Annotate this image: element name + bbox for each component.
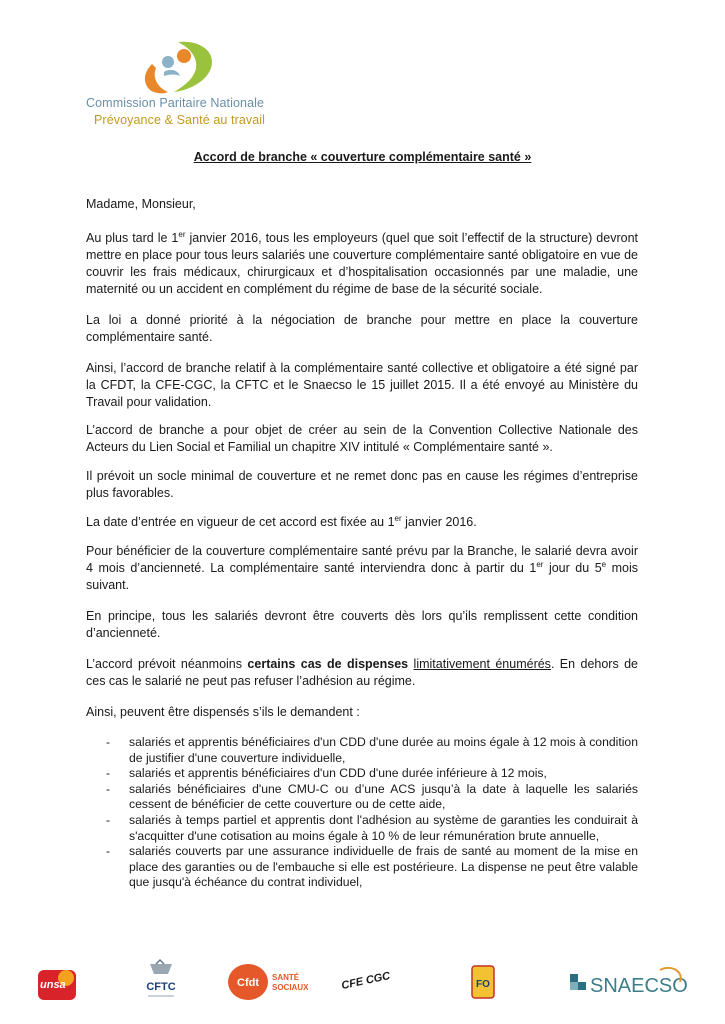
cfdt-logo-sub1: SANTÉ	[272, 973, 300, 982]
paragraph-7-text-a: Pour bénéficier de la couverture complémentaire santé prévu par la Branche, le salarié devra avoir 4 mois d’ancienneté. La complémentaire santé interviendra donc à partir du 1	[86, 544, 638, 575]
snaecso-logo	[568, 960, 692, 1004]
cpn-logo	[86, 38, 286, 133]
document-title: Accord de branche « couverture complémentaire santé »	[193, 150, 532, 164]
paragraph-6-sup: er	[394, 514, 402, 523]
paragraph-1-sup: er	[178, 230, 186, 239]
cftc-logo	[140, 960, 182, 1004]
paragraph-3: Ainsi, l’accord de branche relatif à la complémentaire santé collective et obligatoire a été signé par la CFDT, la CFE-CGC, la CFTC et le Snaecso le 15 juillet 2015. Il a été envoyé au Ministère du Travail pour validation.	[86, 361, 638, 409]
fo-logo	[468, 960, 498, 1004]
list-dash: -	[106, 844, 111, 859]
list-item-text: salariés bénéficiaires d'une CMU-C ou d’une ACS jusqu’à la date à laquelle les salariés cessent de bénéficier de cette couverture ou de cette aide,	[129, 781, 638, 812]
paragraph-2: La loi a donné priorité à la négociation de branche pour mettre en place la couverture complémentaire santé.	[86, 313, 638, 344]
paragraph-5: Il prévoit un socle minimal de couverture et ne remet donc pas en cause les régimes d’entreprise plus favorables.	[86, 469, 638, 500]
list-dash: -	[106, 781, 111, 796]
list-item	[86, 813, 638, 844]
paragraph-7	[86, 543, 638, 594]
paragraph-4: L’accord de branche a pour objet de créer au sein de la Convention Collective Nationale des Acteurs du Lien Social et Familial un chapitre XIV intitulé « Complémentaire santé ».	[86, 423, 638, 454]
paragraph-6-text-b: janvier 2016.	[401, 515, 477, 529]
document-body	[86, 196, 638, 891]
dispenses-list	[86, 735, 638, 891]
list-dash: -	[106, 735, 111, 749]
paragraph-7-sup-2: e	[601, 560, 607, 569]
footer-logos	[0, 960, 725, 1010]
paragraph-1	[86, 230, 638, 298]
list-item-text: salariés couverts par une assurance individuelle de frais de santé au moment de la mise en place des garanties ou de l'embauche si elle est postérieure. La dispense ne peut être valable que jusqu'à échéance du contrat individuel,	[129, 844, 638, 890]
list-item-text: salariés et apprentis bénéficiaires d'un CDD d'une durée au moins égale à 12 mois à condition de justifier d'une couverture individuelle,	[129, 735, 638, 765]
paragraph-9-text-b: . En dehors de ces cas le salarié ne peut pas refuser l’adhésion au régime.	[86, 657, 639, 688]
list-dash: -	[106, 766, 111, 781]
logo-org-line1: Commission Paritaire Nationale	[86, 96, 265, 110]
cfecgc-logo-text: CFE CGC	[340, 970, 392, 993]
list-item-text: salariés et apprentis bénéficiaires d'un CDD d'une durée inférieure à 12 mois,	[129, 766, 547, 781]
paragraph-7-sup-1: er	[536, 560, 544, 569]
cfdt-logo-text: Cfdt	[237, 977, 259, 989]
list-item	[86, 766, 638, 782]
cfecgc-logo	[340, 960, 392, 1004]
cftc-logo-text: CFTC	[146, 981, 176, 993]
unsa-logo-text: unsa	[40, 979, 66, 991]
unsa-logo	[36, 960, 78, 1004]
fo-logo-text: FO	[476, 979, 490, 990]
paragraph-9	[86, 656, 638, 690]
paragraph-10: Ainsi, peuvent être dispensés s’ils le demandent :	[86, 705, 360, 719]
paragraph-6-text-a: La date d’entrée en vigueur de cet accord est fixée au 1	[86, 515, 395, 529]
list-item	[86, 844, 638, 891]
paragraph-7-text-c: mois suivant.	[86, 561, 639, 592]
cfdt-logo	[226, 960, 312, 1004]
paragraph-7-text-b: jour du 5	[543, 561, 602, 575]
paragraph-9-underlined: limitativement énumérés	[413, 657, 551, 671]
paragraph-6	[86, 514, 638, 531]
cpn-logo-mark	[134, 38, 218, 96]
snaecso-logo-text: SNAECSO	[590, 975, 688, 997]
cfdt-logo-sub2: SOCIAUX	[272, 983, 309, 992]
list-item-text: salariés à temps partiel et apprentis dont l'adhésion au système de garanties les conduirait à s'acquitter d'une cotisation au moins égale à 10 % de leur rémunération brute annuelle,	[129, 812, 638, 843]
list-dash: -	[106, 812, 111, 827]
logo-org-line2: Prévoyance & Santé au travail	[94, 113, 266, 127]
paragraph-9-bold: certains cas de dispenses	[247, 657, 409, 671]
paragraph-9-text-a: L’accord prévoit néanmoins	[86, 657, 248, 671]
paragraph-8: En principe, tous les salariés devront être couverts dès lors qu’ils remplissent cette condition d’ancienneté.	[86, 609, 638, 640]
salutation: Madame, Monsieur,	[86, 197, 196, 211]
list-item	[86, 782, 638, 813]
list-item	[86, 735, 638, 766]
paragraph-1-text-b: janvier 2016, tous les employeurs (quel que soit l’effectif de la structure) devront mettre en place pour tous leurs salariés une couverture complémentaire santé obligatoire en vue de couvrir les frais médicaux, chirurgicaux et d’hospitalisation occasionnés par une maladie, une maternité ou un accident en complément du régime de base de la sécurité sociale.	[86, 231, 638, 296]
paragraph-1-text-a: Au plus tard le 1	[86, 231, 179, 245]
